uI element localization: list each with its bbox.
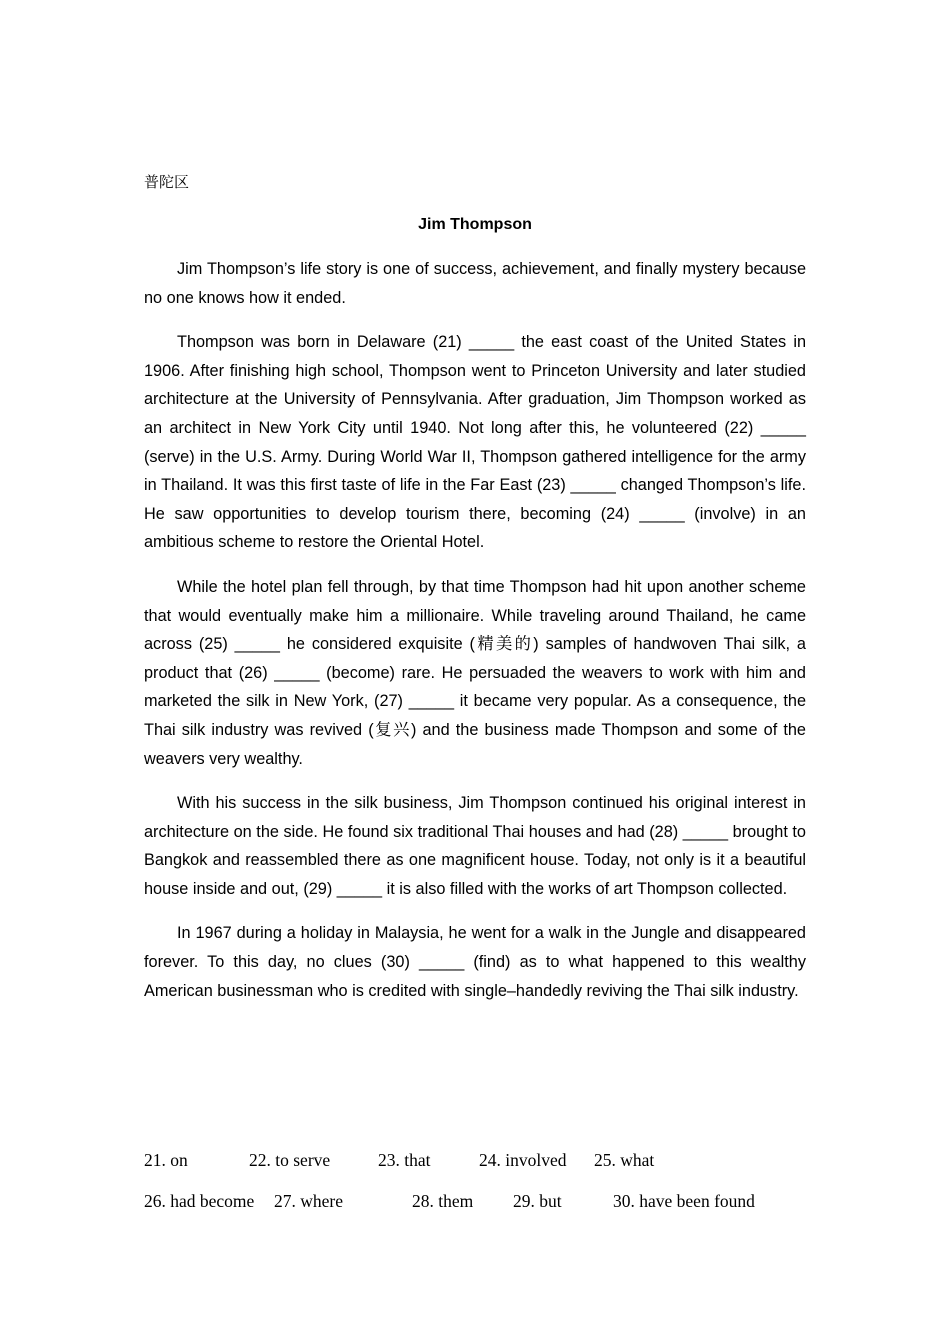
article-title: Jim Thompson <box>418 216 532 233</box>
answer-row-2 <box>144 1191 844 1232</box>
answer-29: 29. but <box>513 1191 562 1211</box>
answer-key <box>144 1150 844 1232</box>
answer-27: 27. where <box>274 1191 344 1211</box>
article-body <box>144 255 806 1021</box>
paragraph-4: With his success in the silk business, Jim Thompson continued his original interest in architecture on the side. He found six traditional Thai houses and had (28) _____ brought to Bangkok and reassembled there as one magnificent house. Today, not only is it a beautiful house inside and out, (29) _____ it is also filled with the works of art Thompson collected. <box>144 794 806 898</box>
answer-21: 21. on <box>144 1150 188 1170</box>
answer-26: 26. had become <box>144 1191 255 1211</box>
paragraph-3: While the hotel plan fell through, by that time Thompson had hit upon another scheme that would eventually make him a millionaire. While traveling around Thailand, he came across (25) _____ he considered exquisite (精美的) samples of handwoven Thai silk, a product that (26) _____ (become) rare. He persuaded the weavers to work with him and marketed the silk in New York, (27) _____ it became very popular. As a consequence, the Thai silk industry was revived (复兴) and the business made Thompson and some of the weavers very wealthy. <box>144 577 806 768</box>
paragraph-5: In 1967 during a holiday in Malaysia, he went for a walk in the Jungle and disappeared forever. To this day, no clues (30) _____ (find) as to what happened to this wealthy American businessman who is credited with single–handedly reviving the Thai silk industry. <box>144 924 806 1000</box>
answer-28: 28. them <box>412 1191 474 1211</box>
answer-25: 25. what <box>594 1150 655 1170</box>
answer-30: 30. have been found <box>613 1191 755 1211</box>
district-label: 普陀区 <box>144 173 190 191</box>
answer-row-1 <box>144 1150 844 1191</box>
paragraph-1: Jim Thompson’s life story is one of success, achievement, and finally mystery because no one knows how it ended. <box>144 260 806 307</box>
answer-24: 24. involved <box>479 1150 567 1170</box>
answer-23: 23. that <box>378 1150 431 1170</box>
answer-22: 22. to serve <box>249 1150 331 1170</box>
paragraph-2: Thompson was born in Delaware (21) _____ the east coast of the United States in 1906. After finishing high school, Thompson went to Princeton University and later studied architecture at the University of Pennsylvania. After graduation, Jim Thompson worked as an architect in New York City until 1940. Not long after this, he volunteered (22) _____ (serve) in the U.S. Army. During World War II, Thompson gathered intelligence for the army in Thailand. It was this first taste of life in the Far East (23) _____ changed Thompson’s life. He saw opportunities to develop tourism there, becoming (24) _____ (involve) in an ambitious scheme to restore the Oriental Hotel. <box>144 333 806 552</box>
